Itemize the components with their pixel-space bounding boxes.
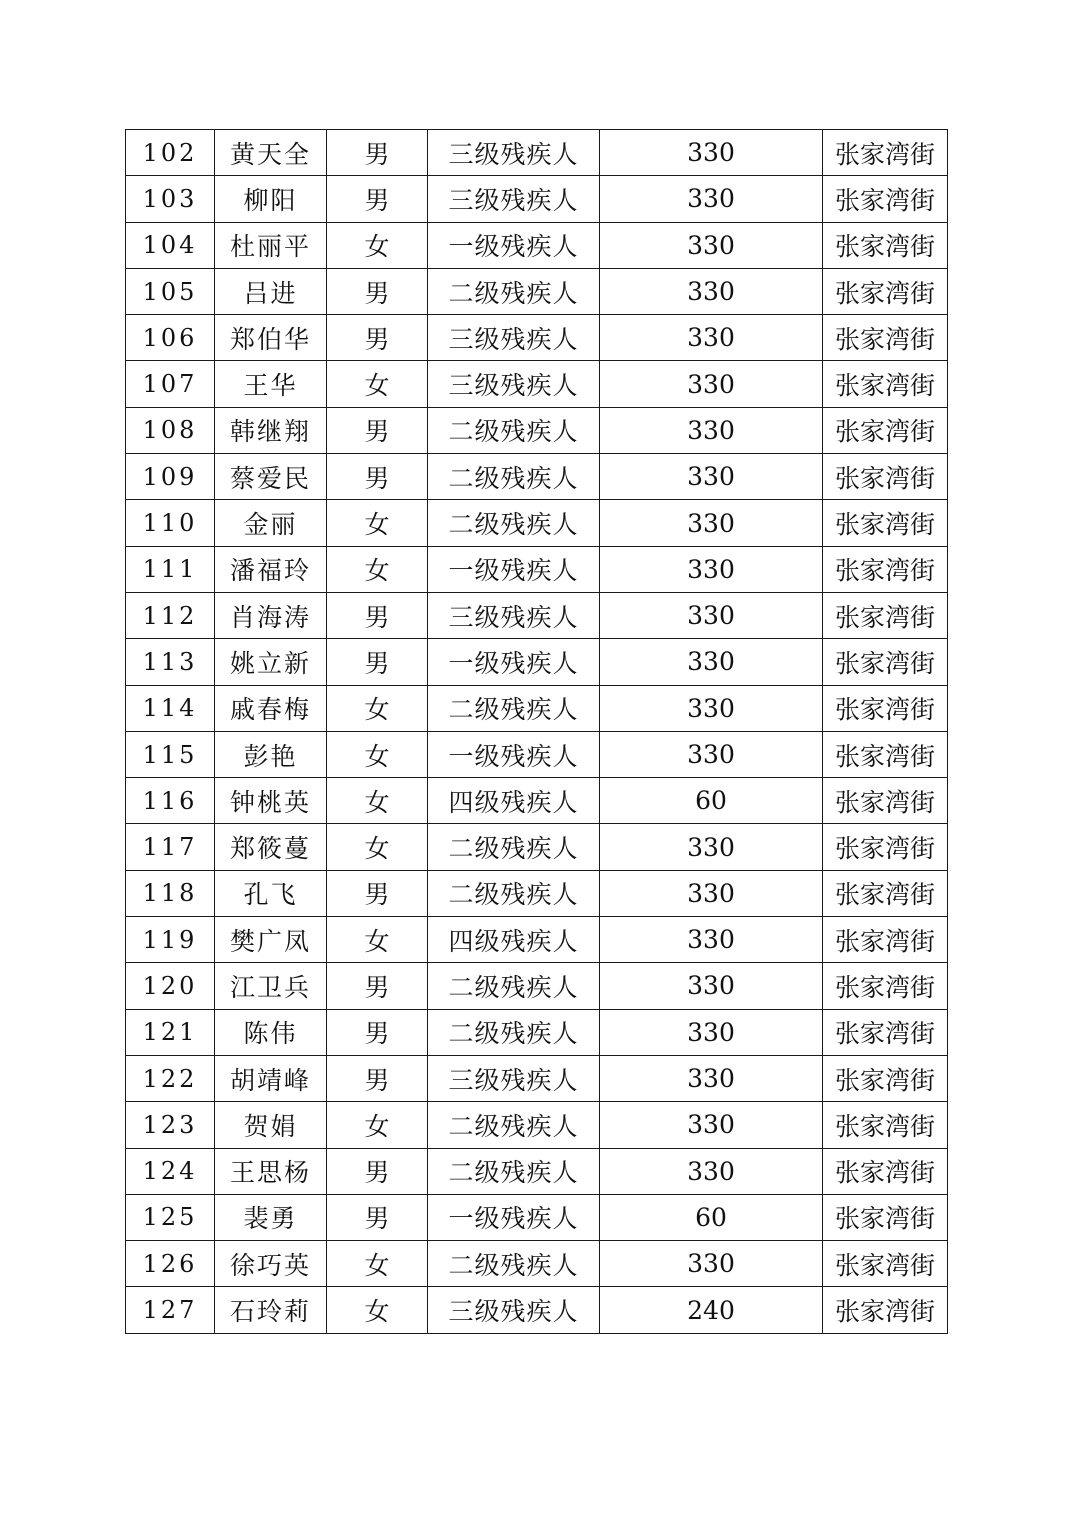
amount-cell: 330 bbox=[600, 546, 823, 592]
disability-level-cell: 二级残疾人 bbox=[428, 870, 600, 916]
name-cell: 郑伯华 bbox=[215, 315, 327, 361]
name-cell: 蔡爱民 bbox=[215, 454, 327, 500]
table-row bbox=[126, 1241, 948, 1287]
table-row bbox=[126, 778, 948, 824]
name-cell: 杜丽平 bbox=[215, 222, 327, 268]
disability-level-cell: 一级残疾人 bbox=[428, 639, 600, 685]
street-cell: 张家湾街 bbox=[823, 1102, 948, 1148]
street-cell: 张家湾街 bbox=[823, 1287, 948, 1333]
table-body bbox=[126, 130, 948, 1334]
table-row bbox=[126, 454, 948, 500]
gender-cell: 男 bbox=[327, 1055, 428, 1101]
gender-cell: 男 bbox=[327, 130, 428, 176]
row-number-cell: 123 bbox=[126, 1102, 215, 1148]
disability-level-cell: 三级残疾人 bbox=[428, 130, 600, 176]
disability-level-cell: 二级残疾人 bbox=[428, 407, 600, 453]
gender-cell: 女 bbox=[327, 1241, 428, 1287]
street-cell: 张家湾街 bbox=[823, 824, 948, 870]
street-cell: 张家湾街 bbox=[823, 407, 948, 453]
disability-level-cell: 二级残疾人 bbox=[428, 824, 600, 870]
amount-cell: 330 bbox=[600, 130, 823, 176]
amount-cell: 330 bbox=[600, 824, 823, 870]
street-cell: 张家湾街 bbox=[823, 731, 948, 777]
amount-cell: 60 bbox=[600, 778, 823, 824]
row-number-cell: 109 bbox=[126, 454, 215, 500]
row-number-cell: 121 bbox=[126, 1009, 215, 1055]
amount-cell: 330 bbox=[600, 1009, 823, 1055]
table-row bbox=[126, 1287, 948, 1333]
amount-cell: 330 bbox=[600, 731, 823, 777]
name-cell: 胡靖峰 bbox=[215, 1055, 327, 1101]
disability-level-cell: 三级残疾人 bbox=[428, 361, 600, 407]
amount-cell: 330 bbox=[600, 917, 823, 963]
table-row bbox=[126, 130, 948, 176]
street-cell: 张家湾街 bbox=[823, 1009, 948, 1055]
table-row bbox=[126, 222, 948, 268]
street-cell: 张家湾街 bbox=[823, 917, 948, 963]
gender-cell: 男 bbox=[327, 592, 428, 638]
disability-level-cell: 一级残疾人 bbox=[428, 1194, 600, 1240]
name-cell: 金丽 bbox=[215, 500, 327, 546]
table-row bbox=[126, 592, 948, 638]
gender-cell: 男 bbox=[327, 176, 428, 222]
row-number-cell: 108 bbox=[126, 407, 215, 453]
table-row bbox=[126, 731, 948, 777]
amount-cell: 330 bbox=[600, 592, 823, 638]
row-number-cell: 124 bbox=[126, 1148, 215, 1194]
amount-cell: 330 bbox=[600, 268, 823, 314]
street-cell: 张家湾街 bbox=[823, 963, 948, 1009]
name-cell: 钟桃英 bbox=[215, 778, 327, 824]
row-number-cell: 119 bbox=[126, 917, 215, 963]
table-row bbox=[126, 176, 948, 222]
name-cell: 王思杨 bbox=[215, 1148, 327, 1194]
street-cell: 张家湾街 bbox=[823, 222, 948, 268]
gender-cell: 女 bbox=[327, 1102, 428, 1148]
street-cell: 张家湾街 bbox=[823, 1148, 948, 1194]
name-cell: 王华 bbox=[215, 361, 327, 407]
table-row bbox=[126, 500, 948, 546]
name-cell: 姚立新 bbox=[215, 639, 327, 685]
gender-cell: 男 bbox=[327, 1194, 428, 1240]
gender-cell: 男 bbox=[327, 407, 428, 453]
name-cell: 郑筱蔓 bbox=[215, 824, 327, 870]
street-cell: 张家湾街 bbox=[823, 361, 948, 407]
disability-level-cell: 二级残疾人 bbox=[428, 268, 600, 314]
row-number-cell: 122 bbox=[126, 1055, 215, 1101]
name-cell: 潘福玲 bbox=[215, 546, 327, 592]
row-number-cell: 125 bbox=[126, 1194, 215, 1240]
table-row bbox=[126, 1009, 948, 1055]
street-cell: 张家湾街 bbox=[823, 268, 948, 314]
name-cell: 肖海涛 bbox=[215, 592, 327, 638]
street-cell: 张家湾街 bbox=[823, 1055, 948, 1101]
amount-cell: 330 bbox=[600, 407, 823, 453]
gender-cell: 男 bbox=[327, 639, 428, 685]
amount-cell: 60 bbox=[600, 1194, 823, 1240]
table-row bbox=[126, 361, 948, 407]
disability-level-cell: 四级残疾人 bbox=[428, 778, 600, 824]
gender-cell: 女 bbox=[327, 222, 428, 268]
row-number-cell: 107 bbox=[126, 361, 215, 407]
name-cell: 孔飞 bbox=[215, 870, 327, 916]
table-row bbox=[126, 963, 948, 1009]
gender-cell: 女 bbox=[327, 685, 428, 731]
disability-level-cell: 三级残疾人 bbox=[428, 1055, 600, 1101]
street-cell: 张家湾街 bbox=[823, 685, 948, 731]
disability-level-cell: 二级残疾人 bbox=[428, 1148, 600, 1194]
name-cell: 黄天全 bbox=[215, 130, 327, 176]
street-cell: 张家湾街 bbox=[823, 778, 948, 824]
disability-level-cell: 三级残疾人 bbox=[428, 176, 600, 222]
street-cell: 张家湾街 bbox=[823, 870, 948, 916]
gender-cell: 女 bbox=[327, 778, 428, 824]
table-row bbox=[126, 917, 948, 963]
row-number-cell: 104 bbox=[126, 222, 215, 268]
gender-cell: 男 bbox=[327, 454, 428, 500]
table-row bbox=[126, 407, 948, 453]
row-number-cell: 126 bbox=[126, 1241, 215, 1287]
disability-level-cell: 三级残疾人 bbox=[428, 315, 600, 361]
disability-level-cell: 二级残疾人 bbox=[428, 1102, 600, 1148]
amount-cell: 330 bbox=[600, 1102, 823, 1148]
table-row bbox=[126, 870, 948, 916]
row-number-cell: 116 bbox=[126, 778, 215, 824]
row-number-cell: 118 bbox=[126, 870, 215, 916]
gender-cell: 女 bbox=[327, 500, 428, 546]
street-cell: 张家湾街 bbox=[823, 1194, 948, 1240]
table-row bbox=[126, 315, 948, 361]
name-cell: 江卫兵 bbox=[215, 963, 327, 1009]
amount-cell: 330 bbox=[600, 963, 823, 1009]
amount-cell: 330 bbox=[600, 685, 823, 731]
amount-cell: 330 bbox=[600, 500, 823, 546]
table-row bbox=[126, 824, 948, 870]
street-cell: 张家湾街 bbox=[823, 546, 948, 592]
disability-level-cell: 二级残疾人 bbox=[428, 454, 600, 500]
disability-level-cell: 四级残疾人 bbox=[428, 917, 600, 963]
disability-level-cell: 三级残疾人 bbox=[428, 1287, 600, 1333]
row-number-cell: 112 bbox=[126, 592, 215, 638]
name-cell: 彭艳 bbox=[215, 731, 327, 777]
disability-level-cell: 一级残疾人 bbox=[428, 546, 600, 592]
row-number-cell: 114 bbox=[126, 685, 215, 731]
street-cell: 张家湾街 bbox=[823, 592, 948, 638]
row-number-cell: 127 bbox=[126, 1287, 215, 1333]
disability-level-cell: 一级残疾人 bbox=[428, 731, 600, 777]
row-number-cell: 117 bbox=[126, 824, 215, 870]
street-cell: 张家湾街 bbox=[823, 454, 948, 500]
gender-cell: 女 bbox=[327, 824, 428, 870]
disability-level-cell: 二级残疾人 bbox=[428, 685, 600, 731]
name-cell: 陈伟 bbox=[215, 1009, 327, 1055]
amount-cell: 330 bbox=[600, 315, 823, 361]
table-row bbox=[126, 1102, 948, 1148]
gender-cell: 女 bbox=[327, 361, 428, 407]
gender-cell: 男 bbox=[327, 870, 428, 916]
amount-cell: 330 bbox=[600, 454, 823, 500]
name-cell: 柳阳 bbox=[215, 176, 327, 222]
gender-cell: 男 bbox=[327, 963, 428, 1009]
disability-level-cell: 二级残疾人 bbox=[428, 1241, 600, 1287]
amount-cell: 330 bbox=[600, 1055, 823, 1101]
name-cell: 贺娟 bbox=[215, 1102, 327, 1148]
table-row bbox=[126, 1148, 948, 1194]
row-number-cell: 105 bbox=[126, 268, 215, 314]
disability-level-cell: 一级残疾人 bbox=[428, 222, 600, 268]
table-row bbox=[126, 268, 948, 314]
table-row bbox=[126, 1055, 948, 1101]
name-cell: 石玲莉 bbox=[215, 1287, 327, 1333]
amount-cell: 330 bbox=[600, 176, 823, 222]
row-number-cell: 102 bbox=[126, 130, 215, 176]
street-cell: 张家湾街 bbox=[823, 1241, 948, 1287]
amount-cell: 330 bbox=[600, 639, 823, 685]
row-number-cell: 111 bbox=[126, 546, 215, 592]
name-cell: 裴勇 bbox=[215, 1194, 327, 1240]
street-cell: 张家湾街 bbox=[823, 176, 948, 222]
street-cell: 张家湾街 bbox=[823, 315, 948, 361]
street-cell: 张家湾街 bbox=[823, 130, 948, 176]
gender-cell: 女 bbox=[327, 1287, 428, 1333]
row-number-cell: 120 bbox=[126, 963, 215, 1009]
name-cell: 吕进 bbox=[215, 268, 327, 314]
name-cell: 戚春梅 bbox=[215, 685, 327, 731]
amount-cell: 330 bbox=[600, 1148, 823, 1194]
gender-cell: 男 bbox=[327, 268, 428, 314]
disability-level-cell: 二级残疾人 bbox=[428, 500, 600, 546]
table-row bbox=[126, 1194, 948, 1240]
row-number-cell: 106 bbox=[126, 315, 215, 361]
disability-level-cell: 二级残疾人 bbox=[428, 1009, 600, 1055]
row-number-cell: 115 bbox=[126, 731, 215, 777]
street-cell: 张家湾街 bbox=[823, 500, 948, 546]
gender-cell: 女 bbox=[327, 546, 428, 592]
gender-cell: 女 bbox=[327, 917, 428, 963]
table-row bbox=[126, 546, 948, 592]
gender-cell: 男 bbox=[327, 315, 428, 361]
amount-cell: 240 bbox=[600, 1287, 823, 1333]
table-row bbox=[126, 685, 948, 731]
amount-cell: 330 bbox=[600, 361, 823, 407]
subsidy-table bbox=[125, 129, 948, 1334]
amount-cell: 330 bbox=[600, 1241, 823, 1287]
name-cell: 樊广凤 bbox=[215, 917, 327, 963]
gender-cell: 男 bbox=[327, 1148, 428, 1194]
gender-cell: 女 bbox=[327, 731, 428, 777]
row-number-cell: 110 bbox=[126, 500, 215, 546]
amount-cell: 330 bbox=[600, 870, 823, 916]
name-cell: 韩继翔 bbox=[215, 407, 327, 453]
gender-cell: 男 bbox=[327, 1009, 428, 1055]
disability-level-cell: 二级残疾人 bbox=[428, 963, 600, 1009]
row-number-cell: 113 bbox=[126, 639, 215, 685]
name-cell: 徐巧英 bbox=[215, 1241, 327, 1287]
street-cell: 张家湾街 bbox=[823, 639, 948, 685]
disability-level-cell: 三级残疾人 bbox=[428, 592, 600, 638]
amount-cell: 330 bbox=[600, 222, 823, 268]
row-number-cell: 103 bbox=[126, 176, 215, 222]
table-row bbox=[126, 639, 948, 685]
